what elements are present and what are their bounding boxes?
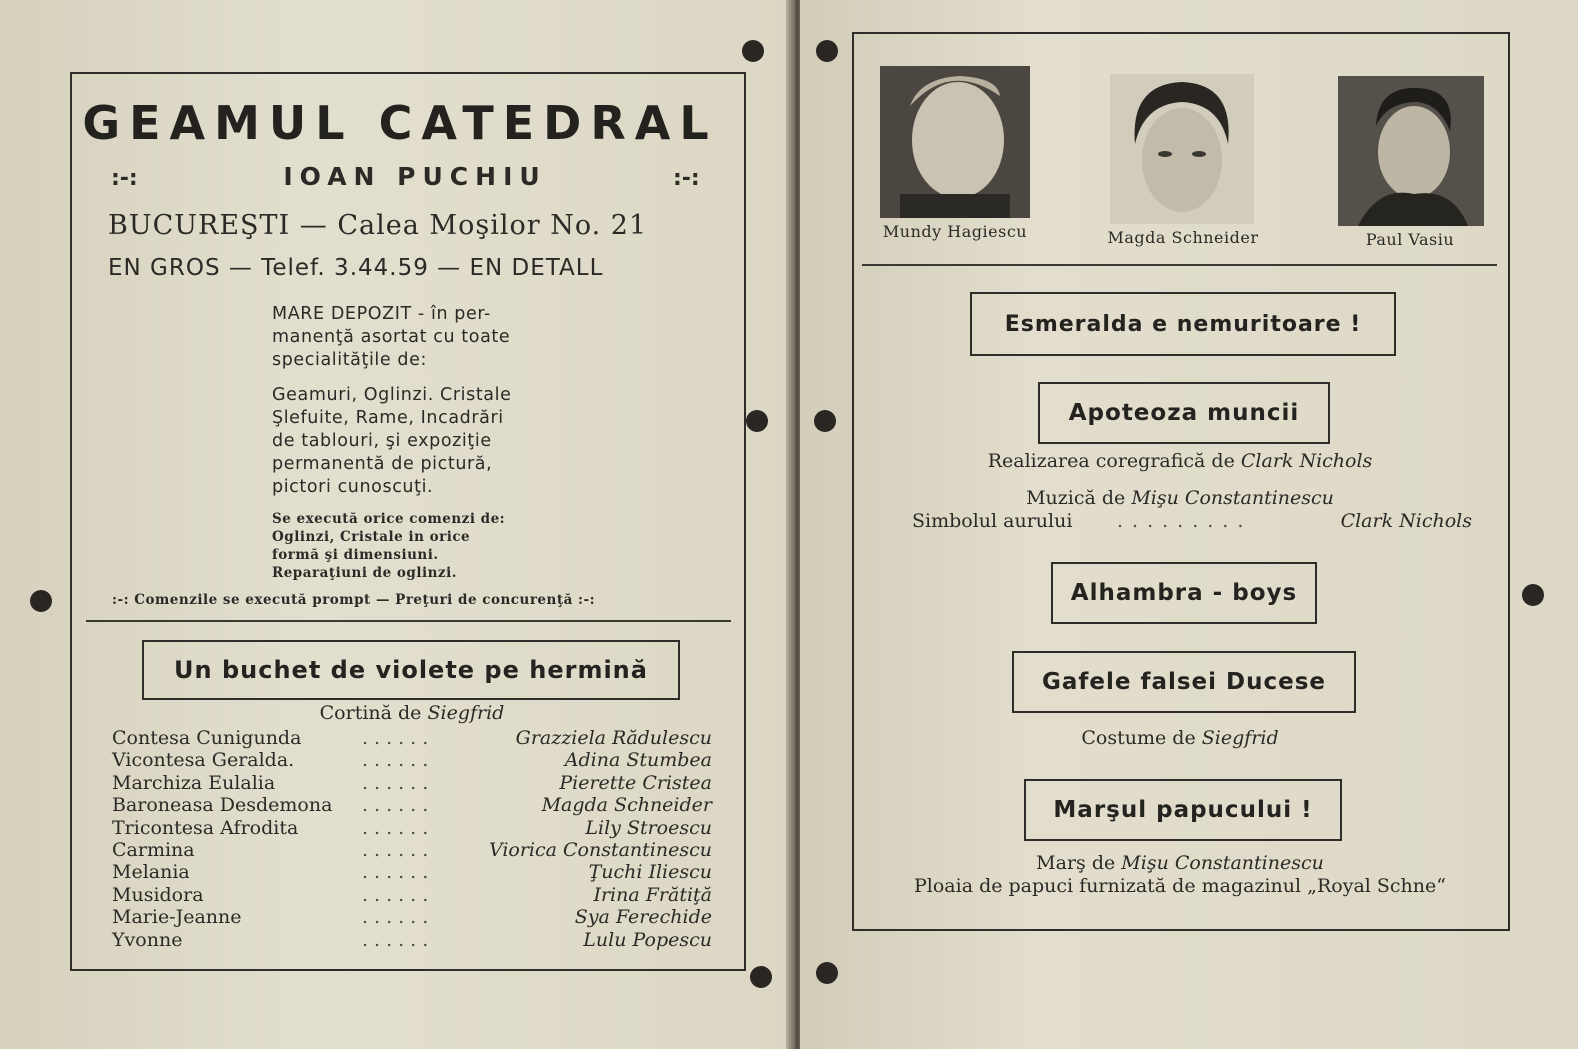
photo-caption-3: Paul Vasiu [1365,230,1455,249]
leader-dots: ...... [362,861,435,884]
act-esmeralda-box [970,292,1396,356]
divider [862,264,1497,266]
cast-actor: Adina Stumbea [564,749,712,772]
sketch1-title-box [142,640,680,700]
cast-role: Baroneasa Desdemona [112,794,333,817]
cast-row [112,884,712,906]
act-apoteoza-box [1038,382,1330,444]
cast-role: Melania [112,861,190,884]
cast-role: Tricontesa Afrodita [112,816,299,839]
cast-row [112,929,712,951]
act-gafele-title: Gafele falsei Ducese [1041,669,1327,695]
leader-dots: ...... [362,928,435,951]
act-apoteoza-title: Apoteoza muncii [1068,400,1300,426]
divider [86,620,731,622]
portrait-image [880,66,1030,218]
binding-hole [1522,584,1544,606]
cast-role: Musidora [112,883,204,906]
binding-hole [742,40,764,62]
ornament-left: :-: [111,166,138,191]
ad-title: GEAMUL CATEDRAL [82,96,718,150]
leader-dots: ......... [1117,510,1253,532]
cast-row [112,906,712,928]
cast-actor: Lily Stroescu [585,816,712,839]
ad-phone: EN GROS — Telef. 3.44.59 — EN DETALL [108,255,604,281]
leader-dots: ...... [362,906,435,929]
cast-row [112,749,712,771]
sketch1-credit: Cortină de Siegfrid [319,702,505,724]
ad-footer: :-: Comenzile se execută prompt — Preţuri de concurenţă :-: [112,592,596,608]
cast-role: Yvonne [112,928,183,951]
cast-actor: Irina Frătiţă [593,883,712,906]
simbol-label: Simbolul aurului [912,510,1073,532]
cast-actor: Grazziela Rădulescu [515,727,712,749]
right-page [800,0,1578,1049]
cast-row [112,861,712,883]
ad-address: BUCUREŞTI — Calea Moşilor No. 21 [108,210,648,241]
act-gafele-box [1012,651,1356,713]
cast-role: Marie-Jeanne [112,906,242,929]
photo-caption-1: Mundy Hagiescu [882,222,1028,241]
act-marsul-title: Marşul papucului ! [1053,797,1313,823]
binding-hole [814,410,836,432]
leader-dots: ...... [362,749,435,772]
binding-hole [30,590,52,612]
cast-actor: Magda Schneider [541,794,712,817]
leader-dots: ...... [362,771,435,794]
apoteoza-choreography: Realizarea coregrafică de Clark Nichols [987,450,1373,472]
photo-caption-2: Magda Schneider [1107,228,1259,247]
cast-role: Carmina [112,839,195,861]
gafele-costumes: Costume de Siegfrid [1081,727,1279,749]
photo-portrait-2 [1110,74,1254,224]
cast-actor: Lulu Popescu [583,928,712,951]
photo-portrait-1 [880,66,1030,218]
ad-paragraph-depot: MARE DEPOZIT - în per- manenţă asortat cu toate specialităţile de: [272,304,511,370]
cast-actor: Sya Ferechide [574,906,712,929]
cast-row [112,772,712,794]
cast-row [112,817,712,839]
portrait-image [1110,74,1254,224]
leader-dots: ...... [362,727,435,749]
binding-hole [750,966,772,988]
binding-hole [816,962,838,984]
cast-actor: Viorica Constantinescu [488,839,712,861]
apoteoza-music: Muzică de Mişu Constantinescu [1026,487,1334,509]
leader-dots: ...... [362,839,435,861]
simbol-name: Clark Nichols [1340,510,1472,532]
act-esmeralda-title: Esmeralda e nemuritoare ! [1004,311,1362,337]
act-alhambra-box [1051,562,1317,624]
photo-portrait-3 [1338,76,1484,226]
cast-role: Vicontesa Geralda. [112,749,295,772]
ad-paragraph-orders: Se execută orice comenzi de: Oglinzi, Cristale in orice formă şi dimensiuni. Reparaţiuni de oglinzi. [272,511,506,581]
leader-dots: ...... [362,816,435,839]
ad-paragraph-products: Geamuri, Oglinzi. Cristale Şlefuite, Rame, Incadrări de tablouri, şi expoziţie permanentă de pictură, pictori cunoscuţi. [272,385,512,497]
portrait-image [1338,76,1484,226]
leader-dots: ...... [362,883,435,906]
cast-row [112,794,712,816]
marsul-slippers-note: Ploaia de papuci furnizată de magazinul „Royal Schne“ [914,875,1446,897]
simbol-row [912,510,1472,532]
binding-hole [746,410,768,432]
cast-actor: Pierette Cristea [559,771,712,794]
cast-role: Marchiza Eulalia [112,771,276,794]
ornament-right: :-: [673,166,700,191]
cast-role: Contesa Cunigunda [112,727,302,749]
cast-row [112,727,712,749]
act-marsul-box [1024,779,1342,841]
cast-actor: Ţuchi Iliescu [588,861,712,884]
act-alhambra-title: Alhambra - boys [1070,580,1298,606]
cast-row [112,839,712,861]
ad-owner: IOAN PUCHIU [283,162,547,191]
marsul-music: Marş de Mişu Constantinescu [1036,852,1324,874]
sketch1-title: Un buchet de violete pe hermină [174,656,648,684]
leader-dots: ...... [362,794,435,817]
binding-hole [816,40,838,62]
